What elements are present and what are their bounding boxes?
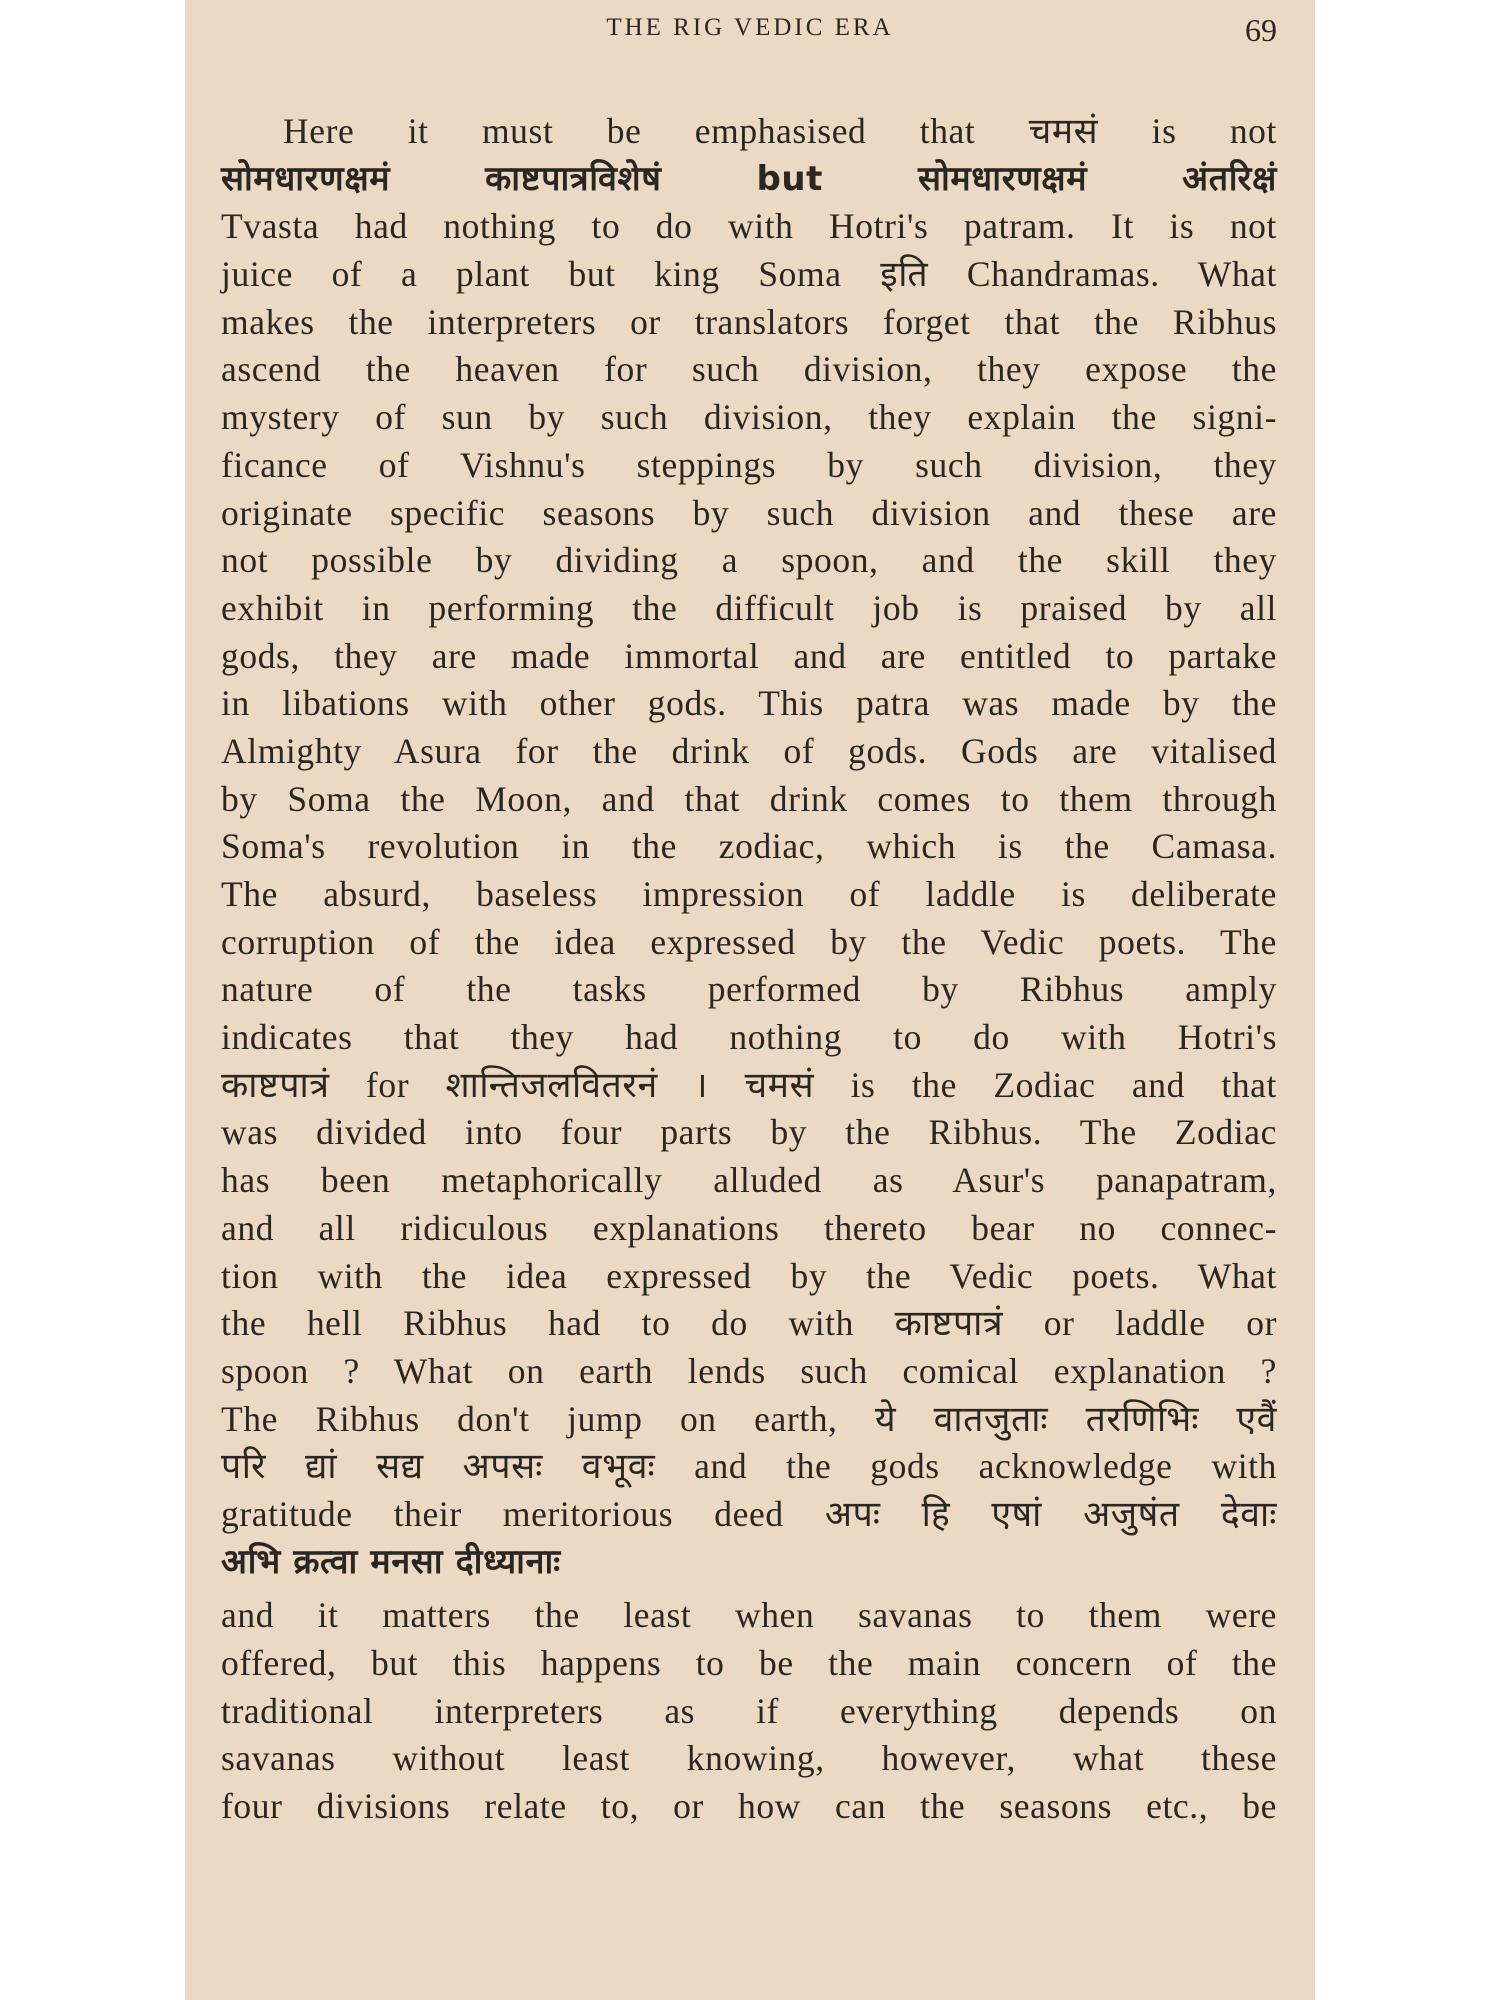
text-line: gratitude their meritorious deed अपः हि एषां अजुषंत देवाः xyxy=(221,1493,1277,1534)
text-line: traditional interpreters as if everything depends on xyxy=(221,1690,1277,1731)
text-line: and it matters the least when savanas to them were xyxy=(221,1595,1277,1636)
text-line: by Soma the Moon, and that drink comes to them through xyxy=(221,778,1277,819)
text-line: mystery of sun by such division, they explain the signi- xyxy=(221,397,1277,438)
text-line: nature of the tasks performed by Ribhus amply xyxy=(221,969,1277,1010)
text-line: Tvasta had nothing to do with Hotri's patram. It is not xyxy=(221,206,1277,247)
text-line: not possible by dividing a spoon, and the skill they xyxy=(221,540,1277,581)
text-line: corruption of the idea expressed by the Vedic poets. The xyxy=(221,921,1277,962)
text-line: has been metaphorically alluded as Asur's panapatram, xyxy=(221,1160,1277,1201)
text-line: and all ridiculous explanations thereto bear no connec- xyxy=(221,1207,1277,1248)
book-page xyxy=(185,0,1315,2000)
page-header xyxy=(185,14,1315,54)
text-line: Here it must be emphasised that चमसं is not xyxy=(283,111,1277,151)
body-text xyxy=(221,108,1277,1831)
running-head: THE RIG VEDIC ERA xyxy=(606,14,894,41)
text-line: ascend the heaven for such division, they expose the xyxy=(221,349,1277,390)
text-line: ficance of Vishnu's steppings by such division, they xyxy=(221,444,1277,485)
text-line: परि द्यां सद्य अपसः वभूवः and the gods acknowledge with xyxy=(221,1446,1277,1487)
text-line: originate specific seasons by such division and these are xyxy=(221,492,1277,533)
text-line: gods, they are made immortal and are entitled to partake xyxy=(221,635,1277,676)
text-line: indicates that they had nothing to do with Hotri's xyxy=(221,1017,1277,1058)
text-line: अभि क्रत्वा मनसा दीध्यानाः xyxy=(221,1541,561,1582)
text-line: four divisions relate to, or how can the seasons etc., be xyxy=(221,1786,1277,1827)
text-line: The absurd, baseless impression of laddle is deliberate xyxy=(221,874,1277,914)
text-line: काष्टपात्रं for शान्तिजलवितरनं । चमसं is the Zodiac and that xyxy=(221,1064,1277,1105)
text-line: tion with the idea expressed by the Vedic poets. What xyxy=(221,1255,1277,1296)
text-line: The Ribhus don't jump on earth, ये वातजुताः तरणिभिः एवैं xyxy=(221,1398,1277,1439)
text-line: Almighty Asura for the drink of gods. Gods are vitalised xyxy=(221,730,1277,771)
text-line: spoon ? What on earth lends such comical explanation ? xyxy=(221,1350,1277,1391)
text-line: exhibit in performing the difficult job is praised by all xyxy=(221,587,1277,628)
page-number: 69 xyxy=(1245,12,1277,48)
text-line: सोमधारणक्षमं काष्टपात्रविशेषं but सोमधारणक्षमं अंतरिक्षं xyxy=(221,158,1277,199)
text-line: in libations with other gods. This patra was made by the xyxy=(221,683,1277,724)
text-line: makes the interpreters or translators forget that the Ribhus xyxy=(221,301,1277,342)
text-line: was divided into four parts by the Ribhus. The Zodiac xyxy=(221,1112,1277,1153)
text-line: Soma's revolution in the zodiac, which is the Camasa. xyxy=(221,826,1277,867)
text-line: the hell Ribhus had to do with काष्टपात्रं or laddle or xyxy=(221,1303,1277,1344)
text-line: offered, but this happens to be the main concern of the xyxy=(221,1643,1277,1683)
text-line: savanas without least knowing, however, what these xyxy=(221,1738,1277,1779)
text-line: juice of a plant but king Soma इति Chandramas. What xyxy=(221,254,1277,295)
